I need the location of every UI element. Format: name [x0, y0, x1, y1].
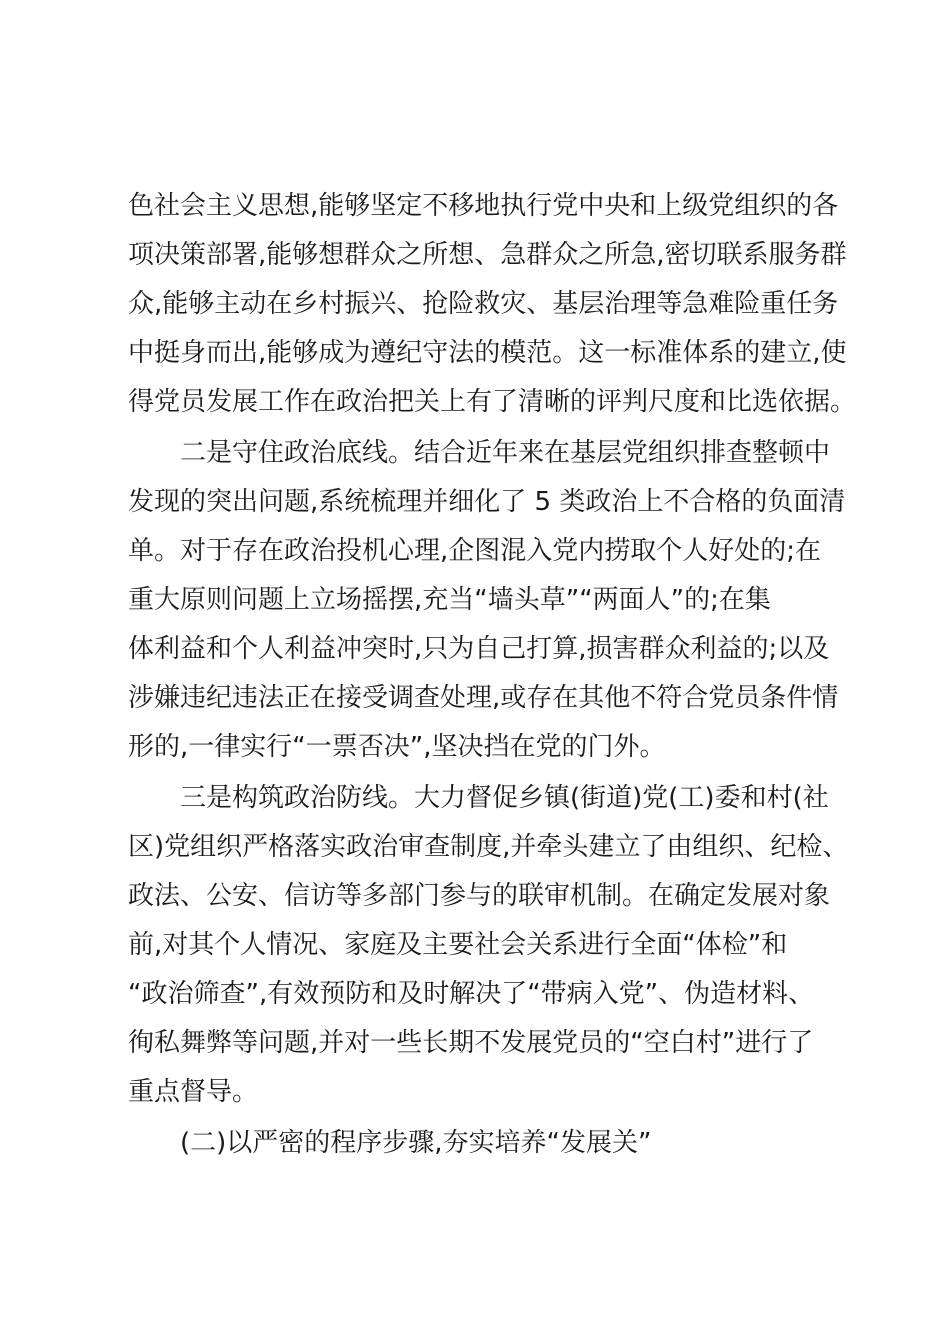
text-line: 二是守住政治底线。结合近年来在基层党组织排查整顿中 — [180, 438, 831, 468]
text-line: “政治筛查”,有效预防和及时解决了“带病入党”、伪造材料、 — [128, 979, 815, 1009]
section-heading-text: (二)以严密的程序步骤,夯实培养“发展关” — [180, 1128, 652, 1158]
text-line: 徇私舞弊等问题,并对一些长期不发展党员的“空白村”进行了 — [128, 1028, 814, 1058]
text-line: 三是构筑政治防线。大力督促乡镇(街道)党(工)委和村(社 — [180, 783, 829, 813]
text-line: 项决策部署,能够想群众之所想、急群众之所急,密切联系服务群 — [128, 240, 847, 270]
text-line: 发现的突出问题,系统梳理并细化了 5 类政治上不合格的负面清 — [128, 487, 846, 517]
text-line: 得党员发展工作在政治把关上有了清晰的评判尺度和比选依据。 — [128, 387, 857, 417]
text-line: 形的,一律实行“一票否决”,坚决挡在党的门外。 — [128, 732, 666, 762]
text-line: 重大原则问题上立场摇摆,充当“墙头草”“两面人”的;在集 — [128, 585, 771, 615]
section-heading — [128, 1119, 848, 1168]
body-text — [128, 182, 857, 1168]
text-line: 中挺身而出,能够成为遵纪守法的模范。这一标准体系的建立,使 — [128, 338, 847, 368]
text-line: 涉嫌违纪违法正在接受调查处理,或存在其他不符合党员条件情 — [128, 683, 839, 713]
paragraph-2 — [128, 429, 848, 772]
paragraph-1 — [128, 182, 857, 427]
text-line: 区)党组织严格落实政治审查制度,并牵头建立了由组织、纪检、 — [128, 832, 849, 862]
text-line: 政法、公安、信访等多部门参与的联审机制。在确定发展对象 — [128, 881, 831, 911]
text-line: 众,能够主动在乡村振兴、抢险救灾、基层治理等急难险重任务 — [128, 289, 839, 319]
text-line: 体利益和个人利益冲突时,只为自己打算,损害群众利益的;以及 — [128, 634, 830, 664]
text-line: 重点督导。 — [128, 1077, 259, 1107]
text-line: 单。对于存在政治投机心理,企图混入党内捞取个人好处的;在 — [128, 536, 822, 566]
text-line: 前,对其个人情况、家庭及主要社会关系进行全面“体检”和 — [128, 930, 788, 960]
text-line: 色社会主义思想,能够坚定不移地执行党中央和上级党组织的各 — [128, 191, 839, 221]
paragraph-3 — [128, 774, 848, 1117]
